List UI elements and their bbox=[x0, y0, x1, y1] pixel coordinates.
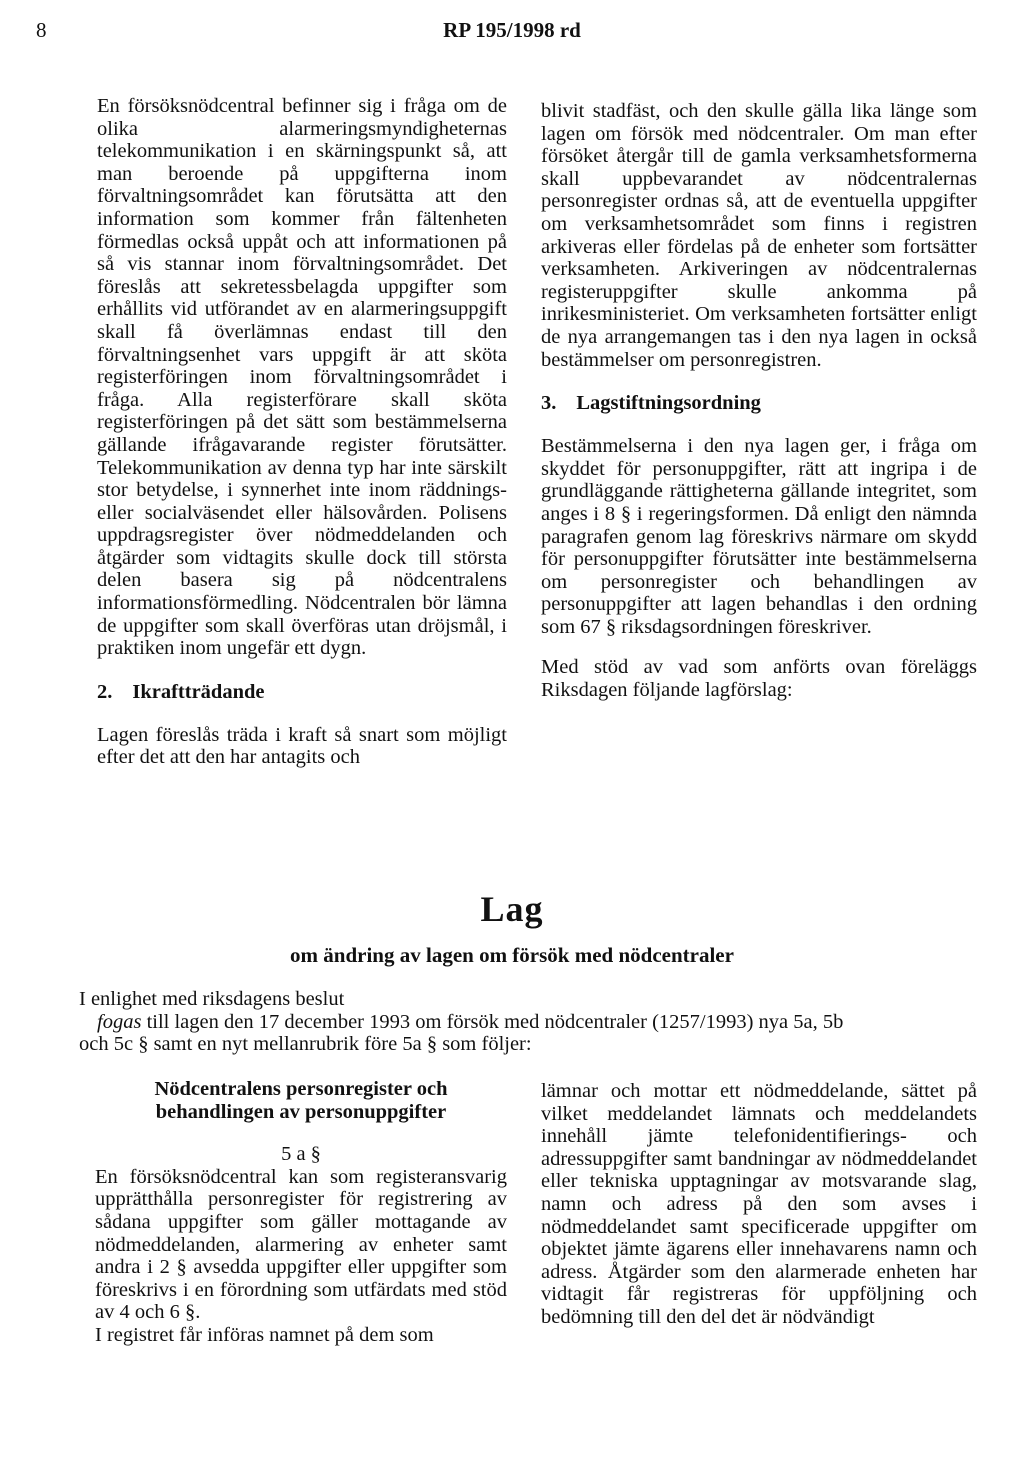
running-title: RP 195/1998 rd bbox=[443, 18, 581, 42]
law-subheading: Nödcentralens personregister och behandlingen av personuppgifter bbox=[154, 1078, 448, 1123]
right-paragraph-1: blivit stadfäst, och den skulle gälla lika länge som lagen om försök med nödcentraler. Om man efter försöket återgår till de gamla verksamhetsformerna skall uppbevarandet av nödcentralernas personregister ordnas så, att de eventuella uppgifter om verksamhetsområdet som finns i registren arkiveras eller fördelas på de enheter som fortsätter verksamheten. Arkiveringen av nödcentralernas registeruppgifter skulle ankomma på inrikesministeriet. Om verksamheten fortsätter enligt de nya arrangemangen tas i den nya lagen in också bestämmelser om personregistren. bbox=[541, 100, 977, 371]
enactment-line-2 bbox=[79, 1011, 984, 1034]
enactment-line-1: I enlighet med riksdagens beslut bbox=[79, 988, 345, 1010]
law-left-column bbox=[95, 1078, 507, 1347]
law-section-mark: 5 a § bbox=[281, 1143, 321, 1166]
enactment-line-3: och 5c § samt en nyt mellanrubrik före 5a § som följer: bbox=[79, 1033, 532, 1056]
enactment-verb: fogas bbox=[97, 1010, 142, 1033]
law-title: Lag bbox=[480, 889, 544, 929]
left-paragraph-2: Lagen föreslås träda i kraft så snart som möjligt efter det att den har antagits och bbox=[97, 723, 507, 769]
left-paragraph-1: En försöksnödcentral befinner sig i fråga om de olika alarmeringsmyndigheternas telekommunikation i en skärningspunkt så, att man beroende på uppgifterna inom förvaltningsområdet kan förutsätta att den information som kommer från fältenheten förmedlas också uppåt och att informationen på så vis stannar inom förvaltningsområdet. Det föreslås att sekretessbelagda uppgifter som erhållits vid utförandet av en alarmeringsuppgift skall få överlämnas endast till den förvaltningsenhet vars uppgift är att sköta registerföringen inom förvaltningsområdet i fråga. Alla registerförare skall sköta registerföringen på det sätt som bestämmelserna gällande ifrågavarande register förutsätter. Telekommunikation av denna typ har inte särskilt stor betydelse, i synnerhet inte inom räddnings- eller socialväsendet eller hälsovården. Polisens uppdragsregister över nödmeddelanden och åtgärder som vidtagits skulle dock till största delen basera sig på nödcentralens informationsförmedling. Nödcentralen bör lämna de uppgifter som skall överföras utan dröjsmål, i praktiken inom ungefär ett dygn. bbox=[97, 95, 507, 660]
section-number: 3. bbox=[541, 392, 557, 415]
law-left-paragraph-2: I registret får införas namnet på dem som bbox=[95, 1323, 434, 1346]
law-subtitle: om ändring av lagen om försök med nödcentraler bbox=[290, 943, 734, 967]
section-number: 2. bbox=[97, 680, 113, 703]
section-heading-2 bbox=[97, 681, 507, 704]
left-column bbox=[97, 95, 507, 769]
page-number: 8 bbox=[36, 18, 47, 42]
right-column bbox=[541, 100, 977, 702]
enactment-clause bbox=[79, 988, 984, 1056]
law-right-column bbox=[541, 1080, 977, 1329]
law-left-paragraph-1: En försöksnödcentral kan som registeransvarig upprätthålla personregister för registrering av sådana uppgifter som gäller mottagande av nödmeddelanden, alarmering av enheter samt andra i 2 § avsedda uppgifter eller uppgifter som föreskrivs i en förordning som utfärdats med stöd av 4 och 6 §. bbox=[95, 1165, 507, 1324]
section-title: Lagstiftningsordning bbox=[576, 392, 761, 415]
enactment-line-2-text: till lagen den 17 december 1993 om försök med nödcentraler (1257/1993) nya 5a, 5b bbox=[141, 1010, 844, 1033]
section-heading-3 bbox=[541, 392, 977, 415]
right-paragraph-2: Bestämmelserna i den nya lagen ger, i fråga om skyddet för personuppgifter, rätt att ingripa i de grundläggande rättigheterna gällande integritet, som anges i 8 § i regeringsformen. Då enligt den nämnda paragrafen genom lag föreskrivs närmare om skydd för personuppgifter förutsätter inte bestämmelserna om personregister och behandlingen av personuppgifter att lagen behandlas i den ordning som 67 § riksdagsordningen föreskriver. bbox=[541, 435, 977, 638]
law-right-paragraph: lämnar och mottar ett nödmeddelande, sättet på vilket meddelandet lämnats och meddelandets innehåll jämte telefonidentifierings- och adressuppgifter samt bandningar av nödmeddelandet eller tekniska upptagningar av motsvarande slag, namn och adress på den som avses i nödmeddelandet samt specificerade uppgifter om objektet jämte ägarens eller innehavarens namn och adress. Åtgärder som den alarmerade enheten har vidtagit får registreras för uppföljning och bedömning till den del det är nödvändigt bbox=[541, 1080, 977, 1328]
right-paragraph-3: Med stöd av vad som anförts ovan föreläggs Riksdagen följande lagförslag: bbox=[541, 656, 977, 702]
section-title: Ikraftträdande bbox=[132, 680, 265, 703]
